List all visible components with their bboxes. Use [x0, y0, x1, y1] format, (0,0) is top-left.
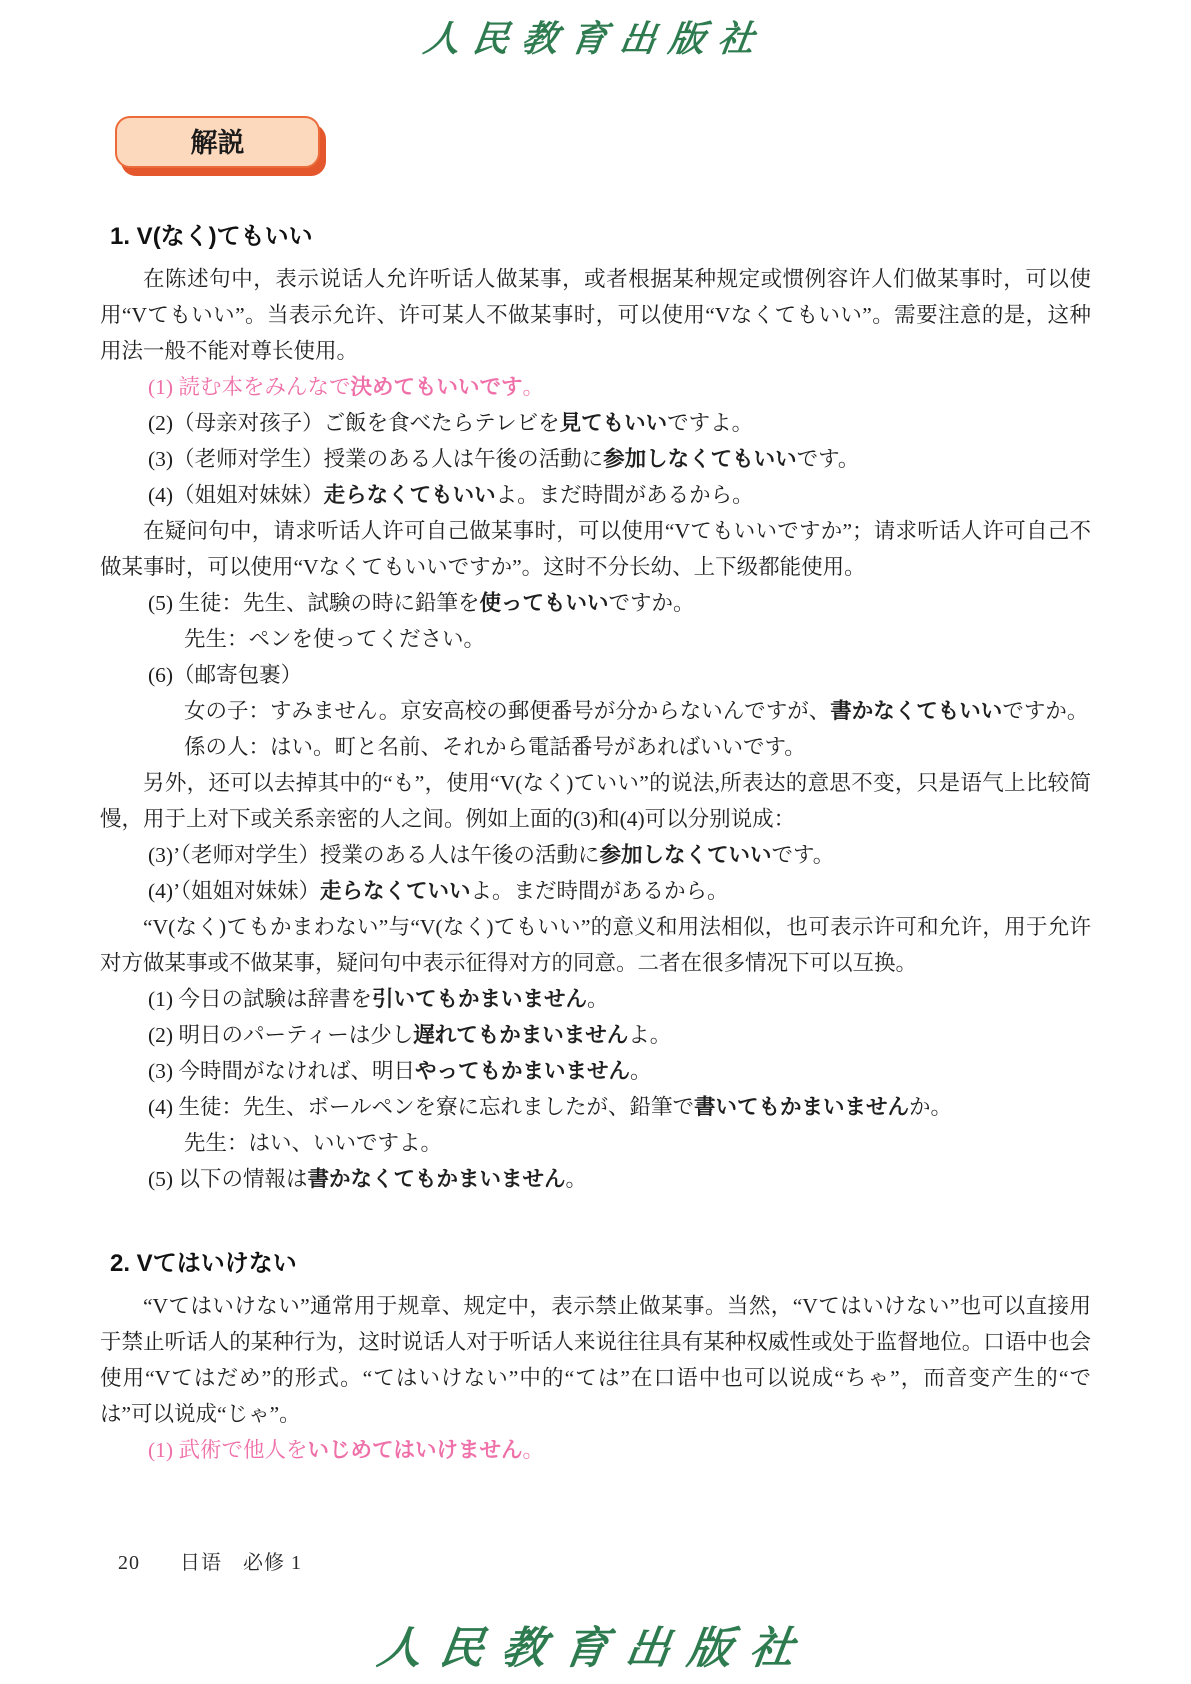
- example-line: (4)’（姐姐对妹妹）走らなくていいよ。まだ時間があるから。: [148, 879, 729, 903]
- example-line: (5) 生徒：先生、試験の時に鉛筆を使ってもいいですか。: [148, 591, 695, 615]
- page-footer: [118, 1546, 302, 1575]
- example-line: (3) 今時間がなければ、明日やってもかまいません。: [148, 1059, 652, 1083]
- grammar-point-1-paragraph-4: “V(なく)てもかまわない”与“V(なく)てもいい”的意义和用法相似，也可表示许可和允许，用于允许对方做某事或不做某事，疑问句中表示征得对方的同意。二者在很多情况下可以互换。: [100, 915, 1091, 975]
- example-line: (2)（母亲对孩子）ご飯を食べたらテレビを見てもいいですよ。: [148, 411, 754, 435]
- section-badge: 解説: [115, 116, 320, 168]
- grammar-point-1-paragraph-1: 在陈述句中，表示说话人允许听话人做某事，或者根据某种规定或惯例容许人们做某事时，可以使用“Vてもいい”。当表示允许、许可某人不做某事时，可以使用“Vなくてもいい”。需要注意的是，这种用法一般不能对尊长使用。: [100, 267, 1091, 363]
- example-line: 先生：ペンを使ってください。: [184, 627, 486, 651]
- example-line: (1) 読む本をみんなで決めてもいいです。: [148, 375, 544, 399]
- grammar-point-1-paragraph-3: 另外，还可以去掉其中的“も”，使用“V(なく)ていい”的说法,所表达的意思不变，只是语气上比较简慢，用于上对下或关系亲密的人之间。例如上面的(3)和(4)可以分别说成：: [100, 771, 1091, 831]
- example-line: (5) 以下の情報は書かなくてもかまいません。: [148, 1167, 587, 1191]
- example-line: (1) 今日の試験は辞書を引いてもかまいません。: [148, 987, 609, 1011]
- grammar-point-1-paragraph-2: 在疑问句中，请求听话人许可自己做某事时，可以使用“Vてもいいですか”；请求听话人许可自己不做某事时，可以使用“Vなくてもいいですか”。这时不分长幼、上下级都能使用。: [100, 519, 1091, 579]
- publisher-logo-bottom: 人民教育出版社: [374, 1623, 816, 1674]
- book-title: 日语 必修 1: [180, 1552, 302, 1574]
- example-line: (4) 生徒：先生、ボールペンを寮に忘れましたが、鉛筆で書いてもかまいませんか。: [148, 1095, 953, 1119]
- example-line: (2) 明日のパーティーは少し遅れてもかまいませんよ。: [148, 1023, 672, 1047]
- example-line: (4)（姐姐对妹妹）走らなくてもいいよ。まだ時間があるから。: [148, 483, 754, 507]
- publisher-logo-top: 人民教育出版社: [421, 18, 770, 60]
- example-line: (6)（邮寄包裹）: [148, 663, 303, 687]
- grammar-point-1-heading: 1. V(なく)てもいい: [110, 223, 313, 250]
- page-number: 20: [118, 1552, 140, 1574]
- example-line: 係の人：はい。町と名前、それから電話番号があればいいです。: [184, 735, 806, 759]
- example-line: (1) 武術で他人をいじめてはいけません。: [148, 1438, 544, 1462]
- example-line: 女の子：すみません。京安高校の郵便番号が分からないんですが、書かなくてもいいですか。: [184, 699, 1089, 723]
- example-line: 先生：はい、いいですよ。: [184, 1131, 443, 1155]
- example-line: (3)’（老师对学生）授業のある人は午後の活動に参加しなくていいです。: [148, 843, 835, 867]
- section-badge-wrap: [115, 116, 1091, 172]
- example-line: (3)（老师对学生）授業のある人は午後の活動に参加しなくてもいいです。: [148, 447, 860, 471]
- grammar-point-2-heading: 2. Vてはいけない: [110, 1250, 297, 1277]
- grammar-point-2-paragraph-1: “Vてはいけない”通常用于规章、规定中，表示禁止做某事。当然，“Vてはいけない”也可以直接用于禁止听话人的某种行为，这时说话人对于听话人来说往往具有某种权威性或处于监督地位。口语中也会使用“Vてはだめ”的形式。“てはいけない”中的“ては”在口语中也可以说成“ちゃ”，而音变产生的“では”可以说成“じゃ”。: [100, 1294, 1091, 1426]
